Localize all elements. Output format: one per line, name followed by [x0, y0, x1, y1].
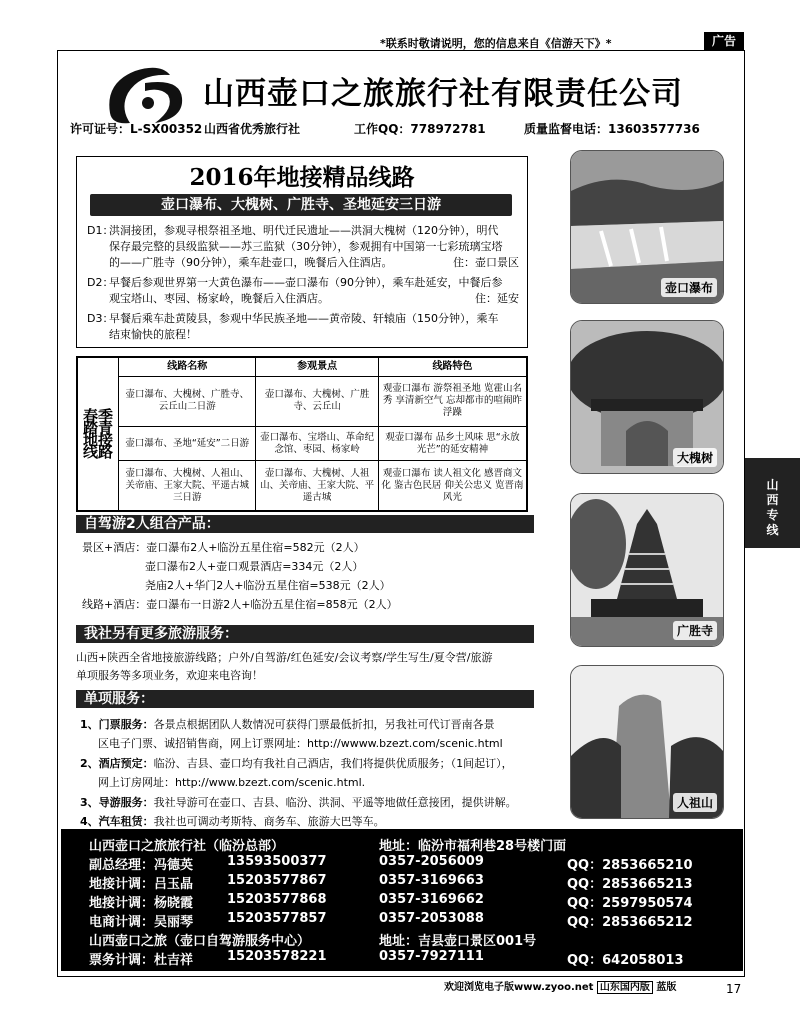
self-drive-line: 尧庙2人+华门2人+临汾五星住宿=538元（2人）: [145, 579, 391, 592]
table-row: [78, 461, 527, 511]
day-label: D1：: [87, 224, 114, 237]
contact-person: 票务计调：杜吉祥: [89, 953, 194, 968]
route-title: 2016年地接精品线路: [189, 164, 415, 191]
company-name: 山西壶口之旅旅行社有限责任公司: [203, 76, 683, 112]
contact-phone: 0357-7927111: [379, 949, 484, 964]
more-services-line: 山西+陕西全省地接旅游线路；户外/自驾游/红色延安/会议考察/学生写生/夏令营/旅游: [76, 651, 493, 664]
contact-mobile: 15203577857: [227, 911, 327, 926]
spring-route-table: [76, 356, 528, 512]
shanxi-line-tab: [745, 458, 800, 548]
photo-caption: 广胜寺: [673, 621, 717, 640]
table-cell: 壶口瀑布、宝塔山、革命纪念馆、枣园、杨家岭: [256, 426, 378, 460]
service-text: 临汾、吉县、壶口均有我社自己酒店，我们将提供优质服务；（1间起订），: [153, 757, 513, 770]
contact-mobile: 15203578221: [227, 949, 327, 964]
tab-char: 山: [766, 478, 779, 492]
contact-mobile: 15203577867: [227, 873, 327, 888]
work-qq: 工作QQ：778972781: [354, 122, 486, 136]
contact-qq: QQ：642058013: [567, 953, 684, 968]
contact-address: 地址：吉县壶口景区001号: [379, 934, 537, 949]
company-logo-icon: [100, 63, 190, 128]
day-item: [87, 311, 519, 345]
day-stay: 住：延安: [475, 292, 519, 305]
table-side-label: 春季踏青地接线路: [78, 358, 119, 511]
service-text: 我社导游可在壶口、吉县、临汾、洪洞、平遥等地做任意接团，提供讲解。: [153, 796, 517, 809]
footer-website: 欢迎浏览电子版www.zyoo.net: [444, 982, 594, 993]
more-services-title: 我社另有更多旅游服务：: [76, 625, 534, 643]
contact-office: 山西壶口之旅（壶口自驾游服务中心）: [89, 934, 311, 949]
contact-row: [61, 873, 743, 891]
contact-phone: 0357-2056009: [379, 854, 484, 869]
table-cell: 观壶口瀑布 品乡土风味 思“永放光芒”的延安精神: [378, 426, 526, 460]
self-drive-line: 景区+酒店：壶口瀑布2人+临汾五星住宿=582元（2人）: [82, 541, 365, 554]
self-drive-line: 线路+酒店：壶口瀑布一日游2人+临汾五星住宿=858元（2人）: [82, 598, 398, 611]
footer-edition-color: 蓝版: [656, 982, 677, 993]
route-box: [76, 156, 528, 348]
contact-person: 副总经理：冯德英: [89, 858, 194, 873]
day-label: D2：: [87, 276, 114, 289]
day-item: [87, 223, 519, 273]
service-item: [80, 755, 513, 771]
service-item: [80, 794, 517, 810]
contact-row: [61, 892, 743, 910]
contact-block: [61, 829, 743, 971]
photo-caption: 壶口瀑布: [661, 278, 717, 297]
table-header: 参观景点: [256, 358, 378, 377]
route-subtitle: 壶口瀑布、大槐树、广胜寺、圣地延安三日游: [90, 194, 512, 216]
contact-address: 地址：临汾市福利巷28号楼门面: [379, 839, 567, 854]
footer: [444, 978, 676, 993]
contact-row: [61, 949, 743, 967]
table-cell: 壶口瀑布、圣地“延安”二日游: [119, 426, 256, 460]
self-drive-line: 壶口瀑布2人+壶口观景酒店=334元（2人）: [145, 560, 364, 573]
tab-char: 线: [766, 523, 779, 537]
table-cell: 观壶口瀑布 读人祖文化 感晋商文化 鉴古色民居 仰关公忠义 览晋南风光: [378, 461, 526, 511]
contact-mobile: 15203577868: [227, 892, 327, 907]
contact-qq: QQ：2853665212: [567, 915, 693, 930]
photo-guangsheng-temple: [570, 493, 724, 647]
self-drive-title: 自驾游2人组合产品：: [76, 515, 534, 533]
table-header: 线路名称: [119, 358, 256, 377]
service-head: 2、酒店预定：: [80, 757, 154, 770]
quality-hotline: 质量监督电话：13603577736: [524, 122, 700, 136]
footer-edition: 山东国内版: [597, 981, 653, 994]
tab-char: 西: [766, 493, 779, 507]
service-text: 我社也可调动考斯特、商务车、旅游大巴等车。: [153, 815, 385, 828]
photo-big-locust-tree: [570, 320, 724, 474]
service-cont: 区电子门票、诚招销售商，网上订票网址：http://wwww.bzezt.com/scenic.html: [98, 737, 503, 750]
header-note: *联系时敬请说明，您的信息来自《信游天下》*: [380, 37, 612, 50]
service-cont: 网上订房网址：http://www.bzezt.com/scenic.html.: [98, 776, 366, 789]
contact-phone: 0357-3169662: [379, 892, 484, 907]
table-cell: 壶口瀑布、大槐树、广胜寺、云丘山二日游: [119, 377, 256, 427]
day-text: 早餐后参观世界第一大黄色瀑布——壶口瀑布（90分钟），乘车赴延安，中餐后参观宝塔山、枣园、杨家岭，晚餐后入住酒店。: [109, 276, 503, 305]
contact-row: [61, 854, 743, 872]
photo-caption: 人祖山: [673, 793, 717, 812]
contact-row: [61, 835, 743, 853]
contact-mobile: 13593500377: [227, 854, 327, 869]
table-row: [78, 426, 527, 460]
service-text: 各景点根据团队人数情况可获得门票最低折扣，另我社可代订晋南各景: [153, 718, 495, 731]
ad-tag: 广告: [704, 32, 744, 50]
table-header: 线路特色: [378, 358, 526, 377]
table-cell: 壶口瀑布、大槐树、人祖山、关帝庙、王家大院、平遥古城三日游: [119, 461, 256, 511]
photo-hukou-waterfall: [570, 150, 724, 304]
day-label: D3：: [87, 312, 114, 325]
contact-row: [61, 911, 743, 929]
contact-phone: 0357-2053088: [379, 911, 484, 926]
day-text: 洪洞接团，参观寻根祭祖圣地、明代迁民遗址——洪洞大槐树（120分钟），明代保存最完整的县级监狱——苏三监狱（30分钟），参观拥有中国第一七彩琉璃宝塔的——广胜寺（90分钟），乘车赴壶口，晚餐后入住酒店。: [109, 224, 503, 269]
contact-qq: QQ：2853665210: [567, 858, 693, 873]
day-stay: 住：壶口景区: [453, 256, 519, 269]
contact-qq: QQ：2853665213: [567, 877, 693, 892]
service-head: 4、汽车租赁：: [80, 815, 154, 828]
photo-caption: 大槐树: [673, 448, 717, 467]
service-head: 3、导游服务：: [80, 796, 154, 809]
page-number: 17: [726, 982, 742, 996]
table-cell: 壶口瀑布、大槐树、广胜寺、云丘山: [256, 377, 378, 427]
honor-title: 山西省优秀旅行社: [204, 122, 301, 136]
table-cell: 观壶口瀑布 游祭祖圣地 览霍山名秀 享清新空气 忘却都市的喧闹昨浮躁: [378, 377, 526, 427]
table-row: [78, 377, 527, 427]
license-number: 许可证号：L-SX00352: [70, 122, 203, 136]
contact-phone: 0357-3169663: [379, 873, 484, 888]
service-item: [80, 813, 385, 829]
single-services-title: 单项服务：: [76, 690, 534, 708]
contact-person: 地接计调：吕玉晶: [89, 877, 194, 892]
contact-qq: QQ：2597950574: [567, 896, 693, 911]
service-item: [80, 716, 495, 732]
contact-person: 地接计调：杨晓霞: [89, 896, 194, 911]
contact-row: [61, 930, 743, 948]
photo-renzu-mountain: [570, 665, 724, 819]
table-cell: 壶口瀑布、大槐树、人祖山、关帝庙、王家大院、平遥古城: [256, 461, 378, 511]
service-head: 1、门票服务：: [80, 718, 154, 731]
contact-person: 电商计调：吴丽琴: [89, 915, 194, 930]
day-item: [87, 275, 519, 309]
day-text: 早餐后乘车赴黄陵县，参观中华民族圣地——黄帝陵、轩辕庙（150分钟），乘车结束愉快的旅程！: [109, 312, 499, 341]
tab-char: 专: [766, 508, 779, 522]
more-services-line: 单项服务等多项业务，欢迎来电咨询！: [76, 669, 263, 682]
contact-office: 山西壶口之旅旅行社（临汾总部）: [89, 839, 285, 854]
